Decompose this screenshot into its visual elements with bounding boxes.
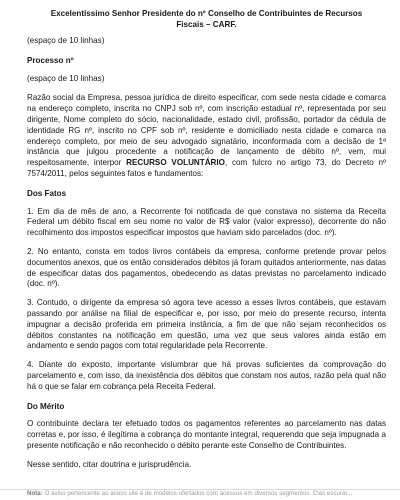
spacer-note-2: (espaço de 10 linhas): [27, 73, 105, 83]
merit-paragraph: O contribuinte declara ter efetuado todos os pagamentos referentes ao parcelamento nas datas corretas e, por isso, é ilegítima a cobrança do montante integral, requerendo que seja impugnada a presente notificação e não reconhecido o débito perante este Conselho de Contribuintes.: [27, 419, 386, 450]
fact-paragraph-2: 2. No entanto, consta em todos livros contábeis da empresa, conforme pretende provar pelos documentos anexos, que os então considerados débitos já foram quitados anteriormente, nas datas de especificar datas dos pagamentos, obedecendo as datas previstas no parcelamento indicado (doc. nº).: [27, 246, 386, 289]
closing-paragraph: Nesse sentido, citar doutrina e jurisprudência.: [27, 459, 192, 469]
intro-tail: , com fulcro no artigo 73, do Decreto nº 7574/2011, pelos seguintes fatos e fundamentos:: [27, 158, 387, 178]
fact-paragraph-4: 4. Diante do exposto, importante vislumbrar que há provas suficientes da comprovação do parcelamento e, com isso, da inexistência dos débitos que constam nos autos, razão pela qual não há o que se falar em cobrança pela Receita Federal.: [27, 360, 386, 391]
note-label: Nota:: [27, 490, 43, 497]
note-text: O aviso pertencente ao aceso site é de modelos ofertados com acessos em diversos segmentos. Clas escurar...: [44, 490, 353, 497]
merit-heading: Do Mérito: [27, 401, 65, 411]
process-heading: Processo nº: [27, 55, 74, 65]
fact-paragraph-3: 3. Contudo, o dirigente da empresa só agora teve acesso a esses livros contábeis, que estavam passando por análise na filial de especificar e, por isso, por meio do presente recurso, intenta impugnar a decisão proferida em primeira instância, a fim de que não sejam reconhecidos os débitos constantes na notificação em questão, uma vez que seus valores ainda estão em andamento e sendo pagos com total regularidade pela Recorrente.: [27, 298, 386, 351]
facts-heading: Dos Fatos: [27, 188, 67, 198]
intro-bold: RECURSO VOLUNTÁRIO: [126, 158, 225, 168]
intro-paragraph: [27, 93, 386, 179]
footer-note: [27, 490, 394, 498]
intro-text: Razão social da Empresa, pessoa jurídica de direito especificar, com sede nesta cidade e comarca na endereço completo, inscrita no CNPJ sob nº, com inscrição estadual nº, representada por seu dirigente, Nome completo do sócio, nacionalidade, estado civil, profissão, portador da cédula de identidade RG nº, inscrito no CPF sob nº, residente e domiciliado nesta cidade e comarca na endereço completo, por meio de seu advogado signatário, inconformada com a decisão de 1ª instância que julgou procedente a notificação de lançamento de débito nº, vem, mui respeitosamente, interpor: [27, 93, 386, 168]
fact-paragraph-1: 1. Em dia de mês de ano, a Recorrente foi notificada de que constava no sistema da Receita Federal um débito fiscal em seu nome no valor de R$ valor (valor expresso), decorrente do não recolhimento dos impostos especificar impostos que haviam sido parcelados (doc. nº).: [27, 206, 386, 238]
document-title: Excelentíssimo Senhor Presidente do nº Conselho de Contribuintes de Recursos Fiscais – CARF.: [50, 9, 363, 29]
spacer-note-1: (espaço de 10 linhas): [27, 36, 105, 45]
